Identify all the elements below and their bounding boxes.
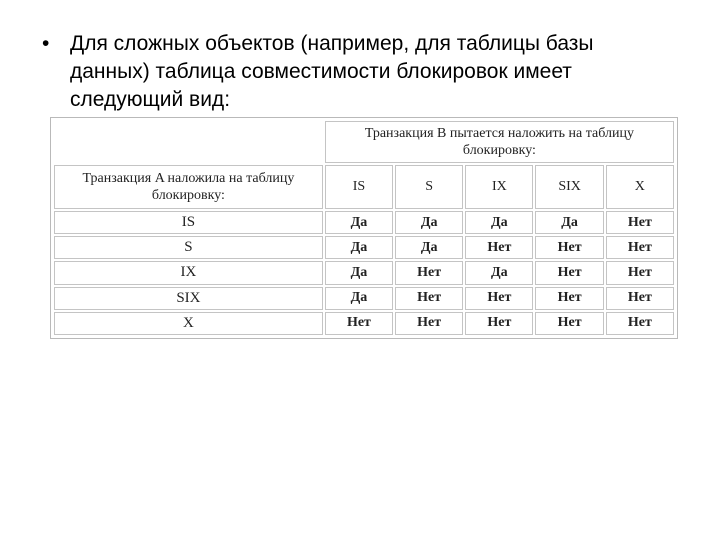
table-row [54,261,674,284]
table-cell: Нет [395,287,463,310]
header-row-b [54,121,674,163]
table-cell: Да [535,211,603,234]
table-cell: Да [325,211,393,234]
transaction-b-header: Транзакция B пытается наложить на таблицу блокировку: [325,121,674,163]
table-cell: Нет [535,312,603,335]
table-cell: Да [465,211,533,234]
row-label: S [54,236,323,259]
bullet-text: Для сложных объектов (например, для таблицы базы данных) таблица совместимости блокировок имеет следующий вид: [70,32,594,111]
table-cell: Да [395,236,463,259]
table-row [54,312,674,335]
table-cell: Нет [535,261,603,284]
column-header: IS [325,165,393,209]
transaction-a-header: Транзакция A наложила на таблицу блокировку: [54,165,323,209]
table-cell: Да [465,261,533,284]
column-header: SIX [535,165,603,209]
table-cell: Нет [325,312,393,335]
table-cell: Да [325,287,393,310]
table-cell: Нет [606,236,674,259]
bullet-marker: • [42,32,50,55]
table-cell: Нет [395,312,463,335]
lock-compatibility-table [52,119,676,337]
table-row [54,236,674,259]
row-label: X [54,312,323,335]
table-cell: Нет [465,287,533,310]
column-header: S [395,165,463,209]
table-cell: Да [395,211,463,234]
lock-compatibility-table-frame [50,117,678,339]
header-row-modes [54,165,674,209]
table-row [54,211,674,234]
table-cell: Да [325,261,393,284]
table-cell: Да [325,236,393,259]
table-cell: Нет [465,312,533,335]
table-cell: Нет [606,287,674,310]
table-cell: Нет [535,287,603,310]
table-cell: Нет [465,236,533,259]
corner-cell [54,121,323,163]
table-cell: Нет [535,236,603,259]
table-cell: Нет [395,261,463,284]
bullet-paragraph [42,30,682,114]
table-cell: Нет [606,211,674,234]
row-label: IX [54,261,323,284]
table-cell: Нет [606,261,674,284]
column-header: X [606,165,674,209]
column-header: IX [465,165,533,209]
table-cell: Нет [606,312,674,335]
row-label: IS [54,211,323,234]
row-label: SIX [54,287,323,310]
table-row [54,287,674,310]
